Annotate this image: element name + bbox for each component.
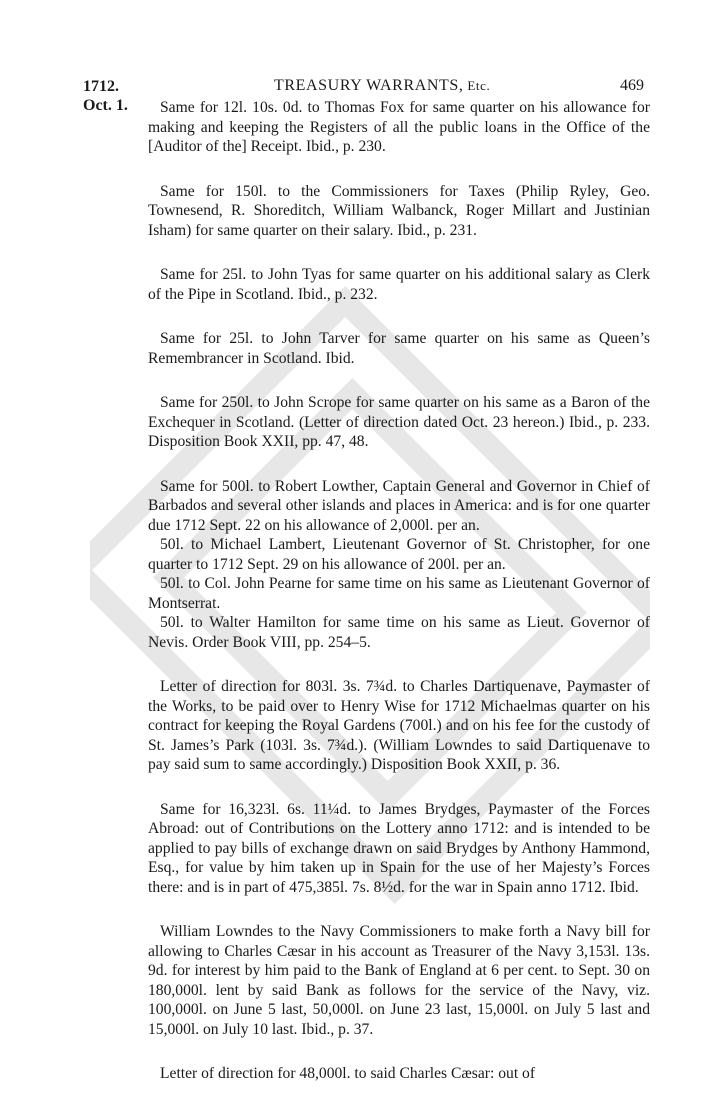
entry-4 <box>148 329 650 368</box>
running-head-title: TREASURY WARRANTS, <box>274 77 464 94</box>
margin-year: 1712. <box>83 78 119 95</box>
entry-3 <box>148 265 650 304</box>
entry-text: Same for 500l. to Robert Lowther, Captain General and Governor in Chief of Barbados and several other islands and places in America: and is for one quarter due 1712 Sept. 22 on his allowance of 2,000l. per an. <box>148 477 650 534</box>
entry-text: Same for 25l. to John Tarver for same quarter on his same as Queen’s Remembrancer in Scotland. Ibid. <box>148 330 650 367</box>
entry-6 <box>148 477 650 653</box>
page-number: 469 <box>620 77 644 94</box>
entry-2 <box>148 182 650 241</box>
entry-1 <box>148 98 650 157</box>
entry-text: Letter of direction for 803l. 3s. 7¾d. to Charles Dartiquenave, Paymaster of the Works, to be paid over to Henry Wise for 1712 Michaelmas quarter on his contract for keeping the Royal Gardens (700l.) and on his fee for the custody of St. James’s Park (103l. 3s. 7¾d.). (William Lowndes to said Dartiquenave to pay said sum to same accordingly.) Disposition Book XXII, p. 36. <box>148 678 650 773</box>
entry-text: Same for 16,323l. 6s. 11¼d. to James Brydges, Paymaster of the Forces Abroad: out of Contributions on the Lottery anno 1712: and is intended to be applied to pay bills of exchange drawn on said Brydges by Anthony Hammond, Esq., for value by him taken up in Spain for the use of her Majesty’s Forces there: and is in part of 475,385l. 7s. 8½d. for the war in Spain anno 1712. Ibid. <box>148 800 650 896</box>
margin-date: Oct. 1. <box>83 97 128 114</box>
entry-5 <box>148 393 650 452</box>
entry-text: Same for 25l. to John Tyas for same quarter on his additional salary as Clerk of the Pipe in Scotland. Ibid., p. 232. <box>148 266 650 303</box>
entry-subparagraph: 50l. to Col. John Pearne for same time on his same as Lieutenant Governor of Montserrat. <box>148 575 650 612</box>
entry-9 <box>148 922 650 1039</box>
entry-10 <box>148 1064 650 1084</box>
entry-text: William Lowndes to the Navy Commissioners to make forth a Navy bill for allowing to Charles Cæsar in his account as Treasurer of the Navy 3,153l. 13s. 9d. for interest by him paid to the Bank of England at 6 per cent. to Sept. 30 on 180,000l. lent by said Bank as follows for the service of the Navy, viz. 100,000l. on June 5 last, 50,000l. on June 23 last, 15,000l. on July 5 last and 15,000l. on July 10 last. Ibid., p. 37. <box>148 923 650 1038</box>
running-head-etc: Etc. <box>463 78 491 93</box>
entry-subparagraph: 50l. to Walter Hamilton for same time on his same as Lieut. Governor of Nevis. Order Book VIII, pp. 254–5. <box>148 614 650 651</box>
entry-8 <box>148 800 650 898</box>
entry-text: Letter of direction for 48,000l. to said Charles Cæsar: out of <box>160 1065 536 1082</box>
entry-7 <box>148 677 650 775</box>
entry-text: Same for 250l. to John Scrope for same quarter on his same as a Baron of the Exchequer in Scotland. (Letter of direction dated Oct. 23 hereon.) Ibid., p. 233. Disposition Book XXII, pp. 47, 48. <box>148 394 650 450</box>
entry-subparagraph: 50l. to Michael Lambert, Lieutenant Governor of St. Christopher, for one quarter to 1712 Sept. 29 on his allowance of 200l. per an. <box>148 536 650 573</box>
running-head <box>274 77 490 95</box>
entry-text: Same for 12l. 10s. 0d. to Thomas Fox for same quarter on his allowance for making and keeping the Registers of all the public loans in the Office of the [Auditor of the] Receipt. Ibid., p. 230. <box>148 99 650 155</box>
document-body <box>148 98 650 1084</box>
entry-text: Same for 150l. to the Commissioners for Taxes (Philip Ryley, Geo. Townesend, R. Shoreditch, William Walbanck, Roger Millart and Justinian Isham) for same quarter on their salary. Ibid., p. 231. <box>148 182 650 239</box>
